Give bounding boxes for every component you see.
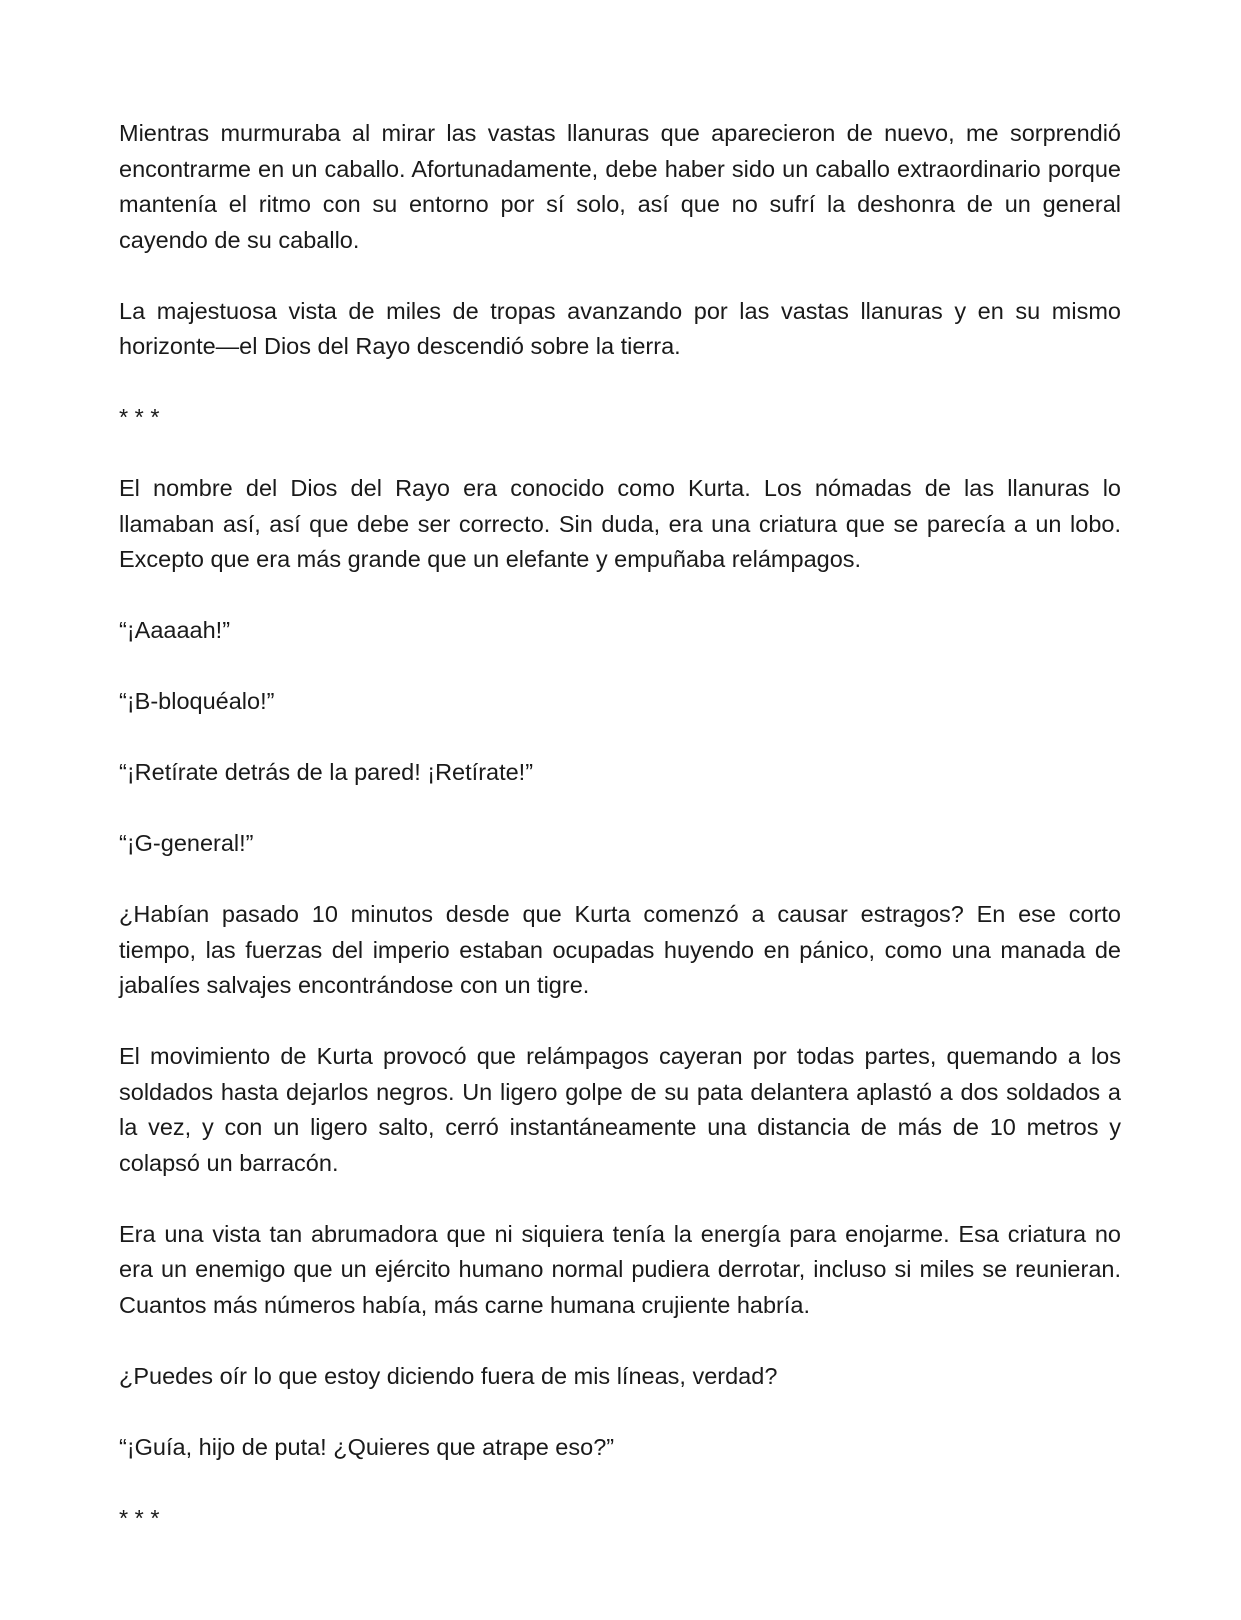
paragraph-narration: La majestuosa vista de miles de tropas avanzando por las vastas llanuras y en su mismo horizonte—el Dios del Rayo descendió sobre la tierra. (119, 297, 1121, 359)
paragraph-narration: El nombre del Dios del Rayo era conocido como Kurta. Los nómadas de las llanuras lo llamaban así, así que debe ser correcto. Sin duda, era una criatura que se parecía a un lobo. Excepto que era más grande que un elefante y empuñaba relámpagos. (119, 475, 1121, 572)
scene-separator: * * * (119, 1504, 160, 1531)
scene-separator: * * * (119, 404, 160, 430)
paragraph-narration: Mientras murmuraba al mirar las vastas llanuras que aparecieron de nuevo, me sorprendió encontrarme en un caballo. Afortunadamente, debe haber sido un caballo extraordinario porque mantenía el ritmo con su entorno por sí solo, así que no sufrí la deshonra de un general cayendo de su caballo. (119, 120, 1121, 253)
paragraph-dialogue: “¡Guía, hijo de puta! ¿Quieres que atrape eso?” (119, 1433, 615, 1460)
paragraph-narration: Era una vista tan abrumadora que ni siquiera tenía la energía para enojarme. Esa criatura no era un enemigo que un ejército humano normal pudiera derrotar, incluso si miles se reunieran. Cuantos más números había, más carne humana crujiente habría. (119, 1220, 1121, 1318)
paragraph-dialogue: “¡B-bloquéalo!” (119, 688, 275, 714)
paragraph-dialogue: “¡G-general!” (119, 830, 254, 856)
paragraph-narration: ¿Habían pasado 10 minutos desde que Kurta comenzó a causar estragos? En ese corto tiempo, las fuerzas del imperio estaban ocupadas huyendo en pánico, como una manada de jabalíes salvajes encontrándose con un tigre. (119, 901, 1121, 998)
paragraph-dialogue: “¡Aaaaah!” (119, 617, 231, 643)
paragraph-dialogue: “¡Retírate detrás de la pared! ¡Retírate!” (119, 759, 534, 785)
paragraph-narration: ¿Puedes oír lo que estoy diciendo fuera de mis líneas, verdad? (119, 1362, 778, 1389)
paragraph-narration: El movimiento de Kurta provocó que relámpagos cayeran por todas partes, quemando a los soldados hasta dejarlos negros. Un ligero golpe de su pata delantera aplastó a dos soldados a la vez, y con un ligero salto, cerró instantáneamente una distancia de más de 10 metros y colapsó un barracón. (119, 1043, 1121, 1176)
document-page (119, 116, 1121, 1536)
